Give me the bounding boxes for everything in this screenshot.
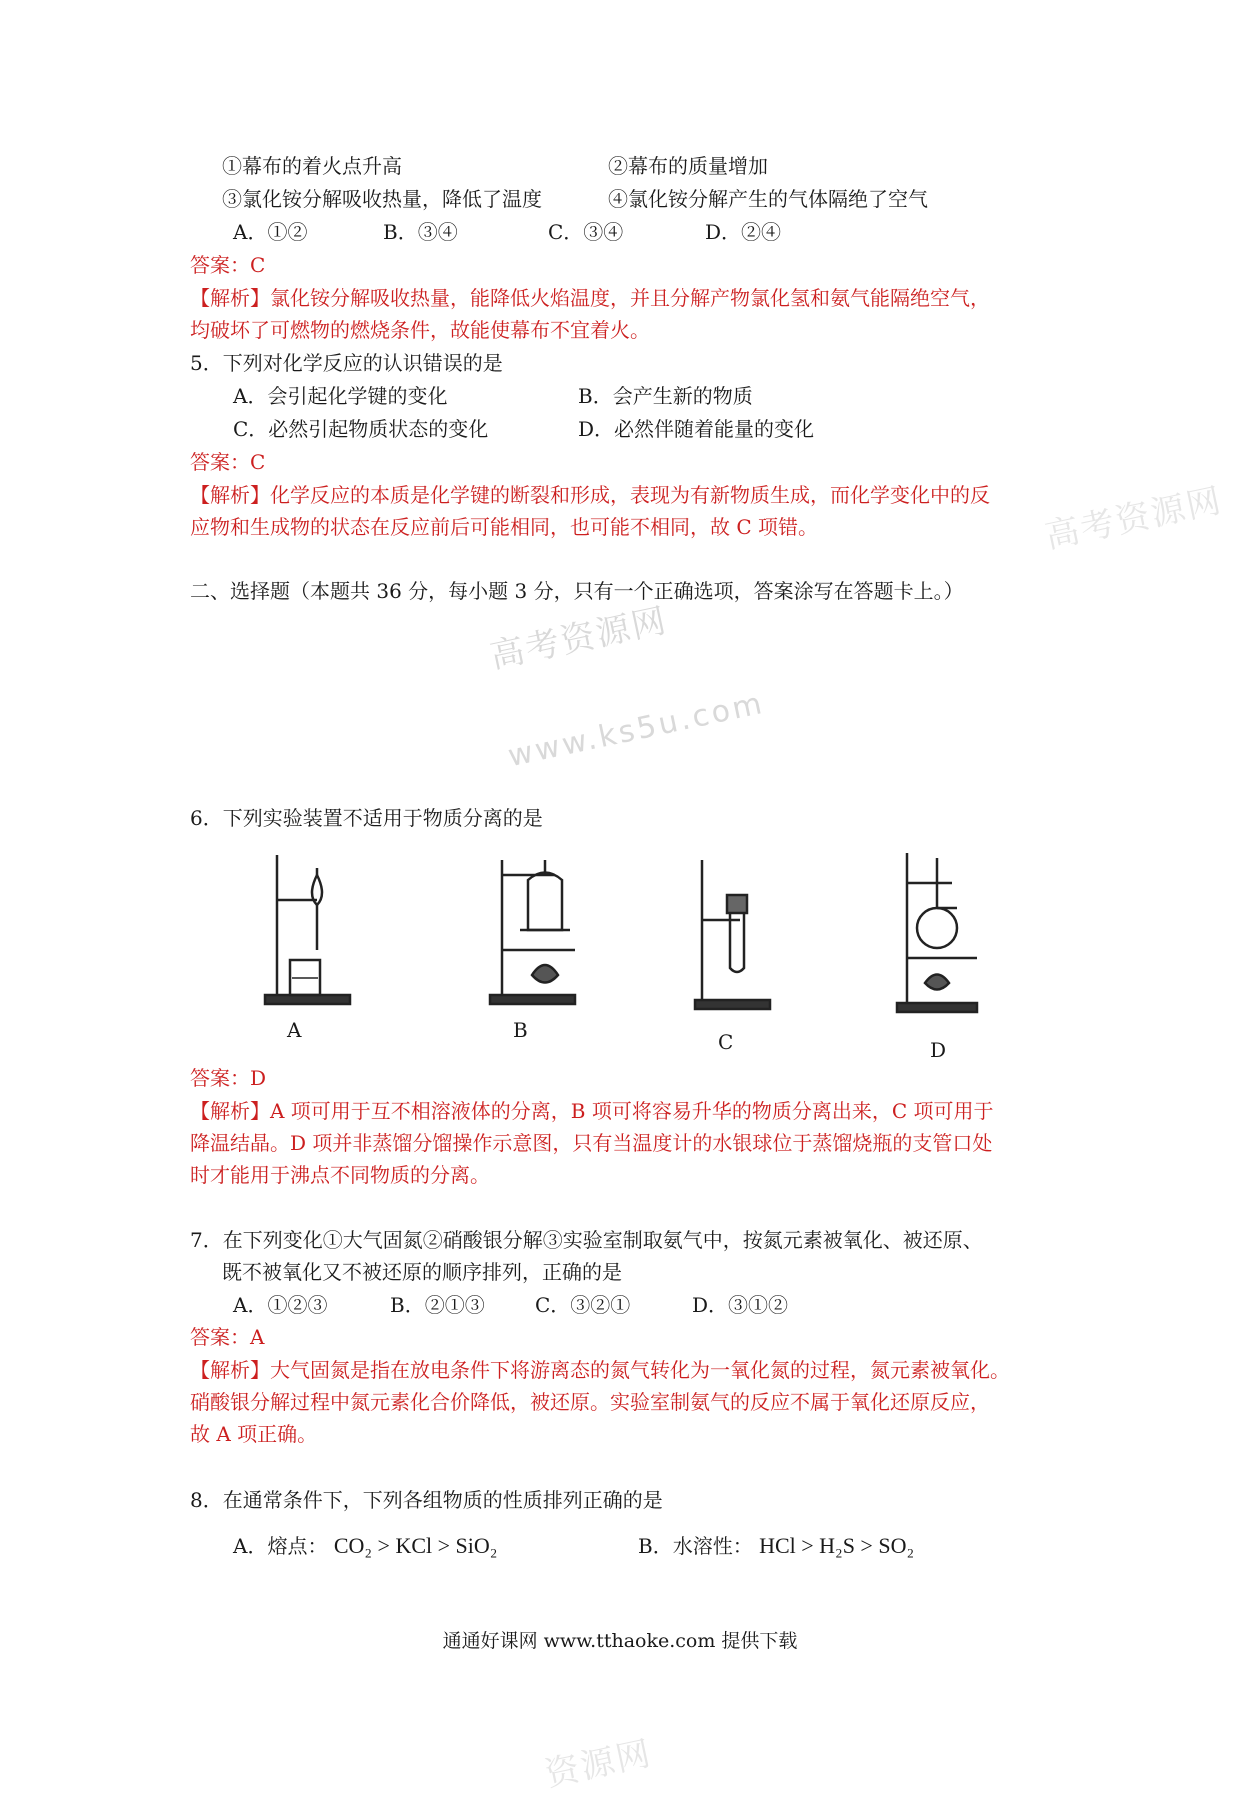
q7-choice-c: C．③②① bbox=[535, 1293, 631, 1317]
watermark-right: 高考资源网 bbox=[1041, 480, 1227, 557]
q7-explanation-line-3: 故 A 项正确。 bbox=[190, 1422, 318, 1446]
q7-stem-line-1: 7．在下列变化①大气固氮②硝酸银分解③实验室制取氨气中，按氮元素被氧化、被还原、 bbox=[190, 1228, 983, 1252]
q8-choice-b-label: B．水溶性： bbox=[638, 1534, 753, 1558]
q8-choice-a-label: A．熔点： bbox=[233, 1534, 328, 1558]
q4-option-3: ③氯化铵分解吸收热量，降低了温度 bbox=[222, 187, 542, 211]
apparatus-label-a: A bbox=[287, 1018, 302, 1042]
q5-choice-a: A．会引起化学键的变化 bbox=[233, 384, 448, 408]
q8-choice-a-formula: CO₂ > KCl > SiO₂ bbox=[333, 1533, 498, 1558]
q8-choice-b-formula: HCl > H₂S > SO₂ bbox=[759, 1533, 915, 1558]
q7-choice-a: A．①②③ bbox=[233, 1293, 328, 1317]
q6-answer: 答案：D bbox=[190, 1066, 267, 1090]
q4-choice-d: D．②④ bbox=[705, 220, 782, 244]
q5-explanation-line-2: 应物和生成物的状态在反应前后可能相同，也可能不相同，故 C 项错。 bbox=[190, 515, 819, 539]
q7-choice-d: D．③①② bbox=[692, 1293, 789, 1317]
q4-explanation-line-2: 均破坏了可燃物的燃烧条件，故能使幕布不宜着火。 bbox=[190, 318, 650, 342]
q6-stem: 6．下列实验装置不适用于物质分离的是 bbox=[190, 806, 543, 830]
apparatus-d-distillation bbox=[892, 848, 1002, 1028]
q4-option-2: ②幕布的质量增加 bbox=[608, 154, 768, 178]
watermark-url: www.ks5u.com bbox=[505, 685, 768, 775]
apparatus-b-sublimation bbox=[480, 850, 600, 1030]
q5-stem: 5．下列对化学反应的认识错误的是 bbox=[190, 351, 503, 375]
q7-explanation-line-1: 【解析】大气固氮是指在放电条件下将游离态的氮气转化为一氧化氮的过程，氮元素被氧化。 bbox=[190, 1358, 1010, 1382]
apparatus-c-test-tube bbox=[690, 850, 790, 1030]
q5-answer: 答案：C bbox=[190, 450, 266, 474]
q7-answer: 答案：A bbox=[190, 1325, 265, 1349]
q4-option-1: ①幕布的着火点升高 bbox=[222, 154, 402, 178]
q4-explanation-line-1: 【解析】氯化铵分解吸收热量，能降低火焰温度，并且分解产物氯化氢和氨气能隔绝空气， bbox=[190, 286, 990, 310]
q4-choice-c: C．③④ bbox=[548, 220, 624, 244]
apparatus-label-b: B bbox=[513, 1018, 528, 1042]
q7-choice-b: B．②①③ bbox=[390, 1293, 485, 1317]
apparatus-label-c: C bbox=[718, 1030, 734, 1054]
q8-choice-a bbox=[233, 1532, 497, 1560]
q7-stem-line-2: 既不被氧化又不被还原的顺序排列，正确的是 bbox=[222, 1260, 622, 1284]
q5-choice-b: B．会产生新的物质 bbox=[578, 384, 753, 408]
apparatus-a-separatory-funnel bbox=[255, 850, 375, 1030]
q4-answer: 答案：C bbox=[190, 253, 266, 277]
q5-choice-c: C．必然引起物质状态的变化 bbox=[233, 417, 489, 441]
q4-choice-b: B．③④ bbox=[383, 220, 458, 244]
q5-explanation-line-1: 【解析】化学反应的本质是化学键的断裂和形成，表现为有新物质生成，而化学变化中的反 bbox=[190, 483, 990, 507]
page-footer: 通通好课网 www.tthaoke.com 提供下载 bbox=[442, 1630, 798, 1652]
q4-option-4: ④氯化铵分解产生的气体隔绝了空气 bbox=[608, 187, 928, 211]
q6-explanation-line-2: 降温结晶。D 项并非蒸馏分馏操作示意图，只有当温度计的水银球位于蒸馏烧瓶的支管口处 bbox=[190, 1131, 993, 1155]
section-2-heading: 二、选择题（本题共 36 分，每小题 3 分，只有一个正确选项，答案涂写在答题卡上。） bbox=[190, 579, 964, 603]
q7-explanation-line-2: 硝酸银分解过程中氮元素化合价降低，被还原。实验室制氨气的反应不属于氧化还原反应， bbox=[190, 1390, 990, 1414]
watermark-bottom: 资源网 bbox=[541, 1733, 656, 1795]
q8-choice-b bbox=[638, 1532, 914, 1560]
q6-explanation-line-3: 时才能用于沸点不同物质的分离。 bbox=[190, 1163, 490, 1187]
q8-stem: 8．在通常条件下，下列各组物质的性质排列正确的是 bbox=[190, 1488, 663, 1512]
q6-explanation-line-1: 【解析】A 项可用于互不相溶液体的分离，B 项可将容易升华的物质分离出来，C 项可用于 bbox=[190, 1099, 994, 1123]
q5-choice-d: D．必然伴随着能量的变化 bbox=[578, 417, 815, 441]
q4-choice-a: A．①② bbox=[233, 220, 308, 244]
watermark-gaokao: 高考资源网 bbox=[486, 600, 672, 677]
apparatus-label-d: D bbox=[930, 1038, 947, 1062]
